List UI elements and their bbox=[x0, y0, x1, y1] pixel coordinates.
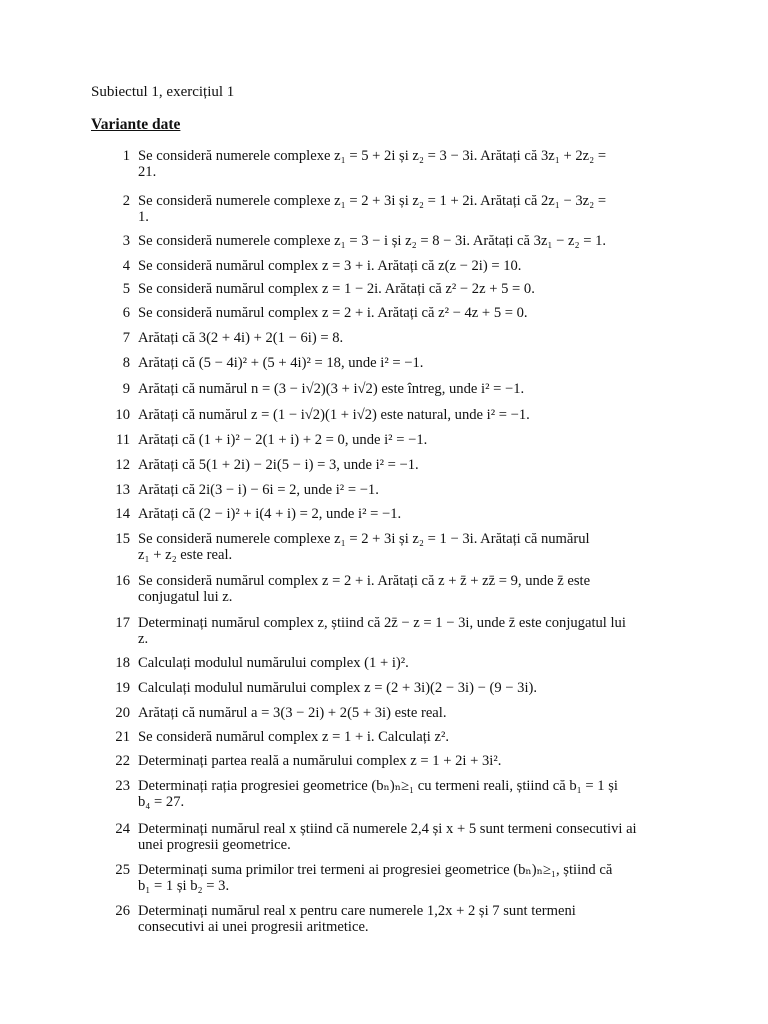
exercise-text: Determinați numărul real x pentru care numerele 1,2x + 2 și 7 sunt termeni consecutivi ai unei progresii aritmetice. bbox=[138, 903, 576, 935]
exercise-text: Arătați că 2i(3 − i) − 6i = 2, unde i² = −1. bbox=[138, 482, 379, 498]
exercise-text: Determinați suma primilor trei termeni ai progresiei geometrice (bₙ)ₙ≥₁, știind că b₁ = 1 și b₂ = 3. bbox=[138, 862, 613, 894]
exercise-number: 18 bbox=[115, 655, 130, 671]
exercise-number: 17 bbox=[115, 615, 130, 631]
exercise-text: Se consideră numărul complex z = 1 − 2i. Arătați că z² − 2z + 5 = 0. bbox=[138, 281, 535, 297]
exercise-text: Se consideră numerele complexe z₁ = 3 − i și z₂ = 8 − 3i. Arătați că 3z₁ − z₂ = 1. bbox=[138, 233, 607, 249]
exercise-text: Se consideră numerele complexe z₁ = 5 + 2i și z₂ = 3 − 3i. Arătați că 3z₁ + 2z₂ = 21. bbox=[138, 148, 607, 180]
exercise-text: Calculați modulul numărului complex (1 + i)². bbox=[138, 655, 409, 671]
exercise-number: 5 bbox=[122, 281, 130, 297]
exercise-number: 1 bbox=[122, 148, 130, 164]
exercise-number: 7 bbox=[122, 330, 130, 346]
exercise-number: 20 bbox=[115, 705, 130, 721]
exercise-number: 23 bbox=[115, 778, 130, 794]
exercise-text: Se consideră numărul complex z = 1 + i. Calculați z². bbox=[138, 729, 450, 745]
exercise-number: 12 bbox=[115, 457, 130, 473]
exercise-number: 19 bbox=[115, 680, 130, 696]
section-heading: Variante date bbox=[91, 116, 181, 133]
exercise-text: Calculați modulul numărului complex z = (2 + 3i)(2 − 3i) − (9 − 3i). bbox=[138, 680, 538, 696]
exercise-text: Arătați că numărul a = 3(3 − 2i) + 2(5 + 3i) este real. bbox=[138, 705, 447, 721]
exercise-text: Arătați că 3(2 + 4i) + 2(1 − 6i) = 8. bbox=[138, 330, 344, 346]
exercise-text: Determinați numărul complex z, știind că 2z̄ − z = 1 − 3i, unde z̄ este conjugatul lui z. bbox=[138, 615, 626, 647]
exercise-text: Arătați că 5(1 + 2i) − 2i(5 − i) = 3, unde i² = −1. bbox=[138, 457, 419, 473]
exercise-text: Se consideră numărul complex z = 3 + i. Arătați că z(z − 2i) = 10. bbox=[138, 258, 522, 274]
exercise-number: 14 bbox=[115, 506, 130, 522]
exercise-number: 21 bbox=[115, 729, 130, 745]
exercise-number: 25 bbox=[115, 862, 130, 878]
exercise-text: Arătați că numărul n = (3 − i√2)(3 + i√2) este întreg, unde i² = −1. bbox=[138, 381, 525, 397]
page-title: Subiectul 1, exercițiul 1 bbox=[91, 84, 235, 100]
exercise-number: 2 bbox=[122, 193, 130, 209]
exercise-number: 15 bbox=[115, 531, 130, 547]
exercise-text: Determinați numărul real x știind că numerele 2,4 și x + 5 sunt termeni consecutivi ai unei progresii geometrice. bbox=[138, 821, 637, 853]
exercise-text: Se consideră numerele complexe z₁ = 2 + 3i și z₂ = 1 + 2i. Arătați că 2z₁ − 3z₂ = 1. bbox=[138, 193, 607, 225]
exercise-number: 4 bbox=[122, 258, 130, 274]
exercise-number: 11 bbox=[115, 432, 130, 448]
exercise-text: Determinați rația progresiei geometrice (bₙ)ₙ≥₁ cu termeni reali, știind că b₁ = 1 și b₄ = 27. bbox=[138, 778, 618, 810]
exercise-text: Determinați partea reală a numărului complex z = 1 + 2i + 3i². bbox=[138, 753, 502, 769]
exercise-number: 6 bbox=[122, 305, 130, 321]
exercise-text: Se consideră numărul complex z = 2 + i. Arătați că z + z̄ + zz̄ = 9, unde z̄ este conjugatul lui z. bbox=[138, 573, 591, 605]
exercise-number: 8 bbox=[122, 355, 130, 371]
exercise-text: Arătați că (1 + i)² − 2(1 + i) + 2 = 0, unde i² = −1. bbox=[138, 432, 428, 448]
exercise-number: 22 bbox=[115, 753, 130, 769]
exercise-number: 9 bbox=[122, 381, 130, 397]
exercise-text: Se consideră numerele complexe z₁ = 2 + 3i și z₂ = 1 − 3i. Arătați că numărul z₁ + z₂ este real. bbox=[138, 531, 590, 563]
exercise-number: 24 bbox=[115, 821, 130, 837]
exercise-number: 16 bbox=[115, 573, 130, 589]
exercise-text: Arătați că (5 − 4i)² + (5 + 4i)² = 18, unde i² = −1. bbox=[138, 355, 424, 371]
exercise-number: 13 bbox=[115, 482, 130, 498]
exercise-number: 10 bbox=[115, 407, 130, 423]
exercise-text: Se consideră numărul complex z = 2 + i. Arătați că z² − 4z + 5 = 0. bbox=[138, 305, 528, 321]
exercise-text: Arătați că numărul z = (1 − i√2)(1 + i√2) este natural, unde i² = −1. bbox=[138, 407, 530, 423]
exercise-number: 3 bbox=[122, 233, 130, 249]
exercise-text: Arătați că (2 − i)² + i(4 + i) = 2, unde i² = −1. bbox=[138, 506, 402, 522]
exercise-number: 26 bbox=[115, 903, 130, 919]
